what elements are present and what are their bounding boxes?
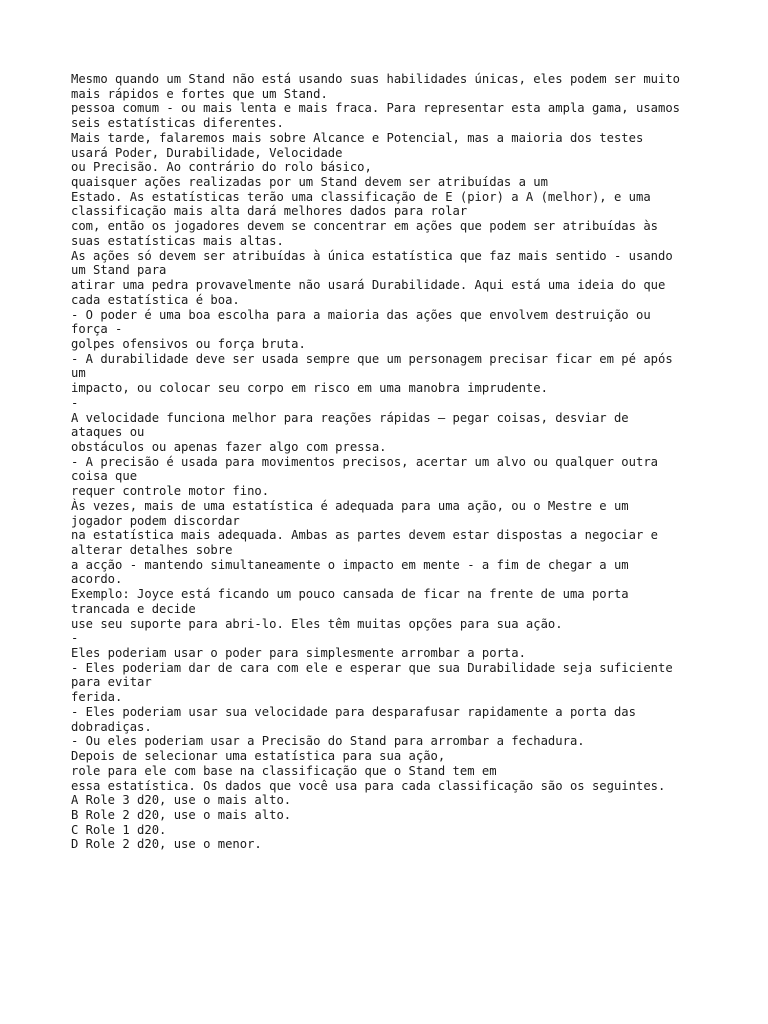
text-line: dobradiças. <box>71 719 152 734</box>
text-line: C Role 1 d20. <box>71 822 167 837</box>
text-line: a acção - mantendo simultaneamente o impacto em mente - a fim de chegar a um <box>71 557 629 572</box>
text-line: Mesmo quando um Stand não está usando suas habilidades únicas, eles podem ser muito <box>71 72 681 86</box>
text-line: alterar detalhes sobre <box>71 543 233 557</box>
text-line: na estatística mais adequada. Ambas as partes devem estar dispostas a negociar e <box>71 528 658 543</box>
text-line: quaisquer ações realizadas por um Stand devem ser atribuídas a um <box>71 175 548 190</box>
text-line: essa estatística. Os dados que você usa para cada classificação são os seguintes. <box>71 778 666 793</box>
text-line: B Role 2 d20, use o mais alto. <box>71 807 292 822</box>
text-line: - <box>71 395 79 410</box>
text-line: pessoa comum - ou mais lenta e mais fraca. Para representar esta ampla gama, usamos <box>71 101 681 116</box>
text-line: Depois de selecionar uma estatística para sua ação, <box>71 749 446 764</box>
text-line: - <box>71 631 79 646</box>
text-line: - Eles poderiam dar de cara com ele e esperar que sua Durabilidade seja suficiente <box>71 660 673 675</box>
text-line: ou Precisão. Ao contrário do rolo básico, <box>71 160 372 175</box>
text-line: um Stand para <box>71 263 167 278</box>
text-line: As ações só devem ser atribuídas à única estatística que faz mais sentido - usando <box>71 248 673 263</box>
text-line: força - <box>71 322 123 337</box>
text-line: suas estatísticas mais altas. <box>71 233 284 248</box>
text-line: um <box>71 366 86 381</box>
text-line: com, então os jogadores devem se concentrar em ações que podem ser atribuídas às <box>71 219 658 234</box>
document-page <box>71 72 703 852</box>
text-line: impacto, ou colocar seu corpo em risco em uma manobra imprudente. <box>71 381 548 396</box>
text-line: - Eles poderiam usar sua velocidade para desparafusar rapidamente a porta das <box>71 704 636 719</box>
text-line: Às vezes, mais de uma estatística é adequada para uma ação, ou o Mestre e um <box>71 498 629 513</box>
text-line: obstáculos ou apenas fazer algo com pressa. <box>71 439 387 454</box>
text-line: requer controle motor fino. <box>71 484 270 499</box>
text-line: ferida. <box>71 690 123 705</box>
text-line: use seu suporte para abri-lo. Eles têm muitas opções para sua ação. <box>71 616 563 631</box>
text-line: - A durabilidade deve ser usada sempre que um personagem precisar ficar em pé após <box>71 351 673 366</box>
text-line: cada estatística é boa. <box>71 292 240 307</box>
text-line: classificação mais alta dará melhores dados para rolar <box>71 204 468 219</box>
text-line: golpes ofensivos ou força bruta. <box>71 336 306 351</box>
text-line: mais rápidos e fortes que um Stand. <box>71 86 328 101</box>
text-line: A velocidade funciona melhor para reações rápidas – pegar coisas, desviar de <box>71 410 629 425</box>
text-line: Eles poderiam usar o poder para simplesmente arrombar a porta. <box>71 646 526 661</box>
text-line: - O poder é uma boa escolha para a maioria das ações que envolvem destruição ou <box>71 307 651 322</box>
text-line: jogador podem discordar <box>71 513 240 528</box>
text-line: coisa que <box>71 469 138 484</box>
text-line: Estado. As estatísticas terão uma classificação de E (pior) a A (melhor), e uma <box>71 189 651 204</box>
text-line: ataques ou <box>71 425 145 440</box>
text-line: Mais tarde, falaremos mais sobre Alcance e Potencial, mas a maioria dos testes <box>71 130 644 145</box>
text-line: D Role 2 d20, use o menor. <box>71 837 262 852</box>
text-line: usará Poder, Durabilidade, Velocidade <box>71 145 343 160</box>
text-line: Exemplo: Joyce está ficando um pouco cansada de ficar na frente de uma porta <box>71 587 629 602</box>
text-line: role para ele com base na classificação que o Stand tem em <box>71 763 497 778</box>
text-line: - Ou eles poderiam usar a Precisão do Stand para arrombar a fechadura. <box>71 734 585 749</box>
text-line: trancada e decide <box>71 601 196 616</box>
text-line: para evitar <box>71 675 152 690</box>
text-line: - A precisão é usada para movimentos precisos, acertar um alvo ou qualquer outra <box>71 454 658 469</box>
text-line: atirar uma pedra provavelmente não usará Durabilidade. Aqui está uma ideia do que <box>71 278 666 293</box>
text-line: acordo. <box>71 572 123 587</box>
text-line: seis estatísticas diferentes. <box>71 116 284 131</box>
text-line: A Role 3 d20, use o mais alto. <box>71 793 292 808</box>
